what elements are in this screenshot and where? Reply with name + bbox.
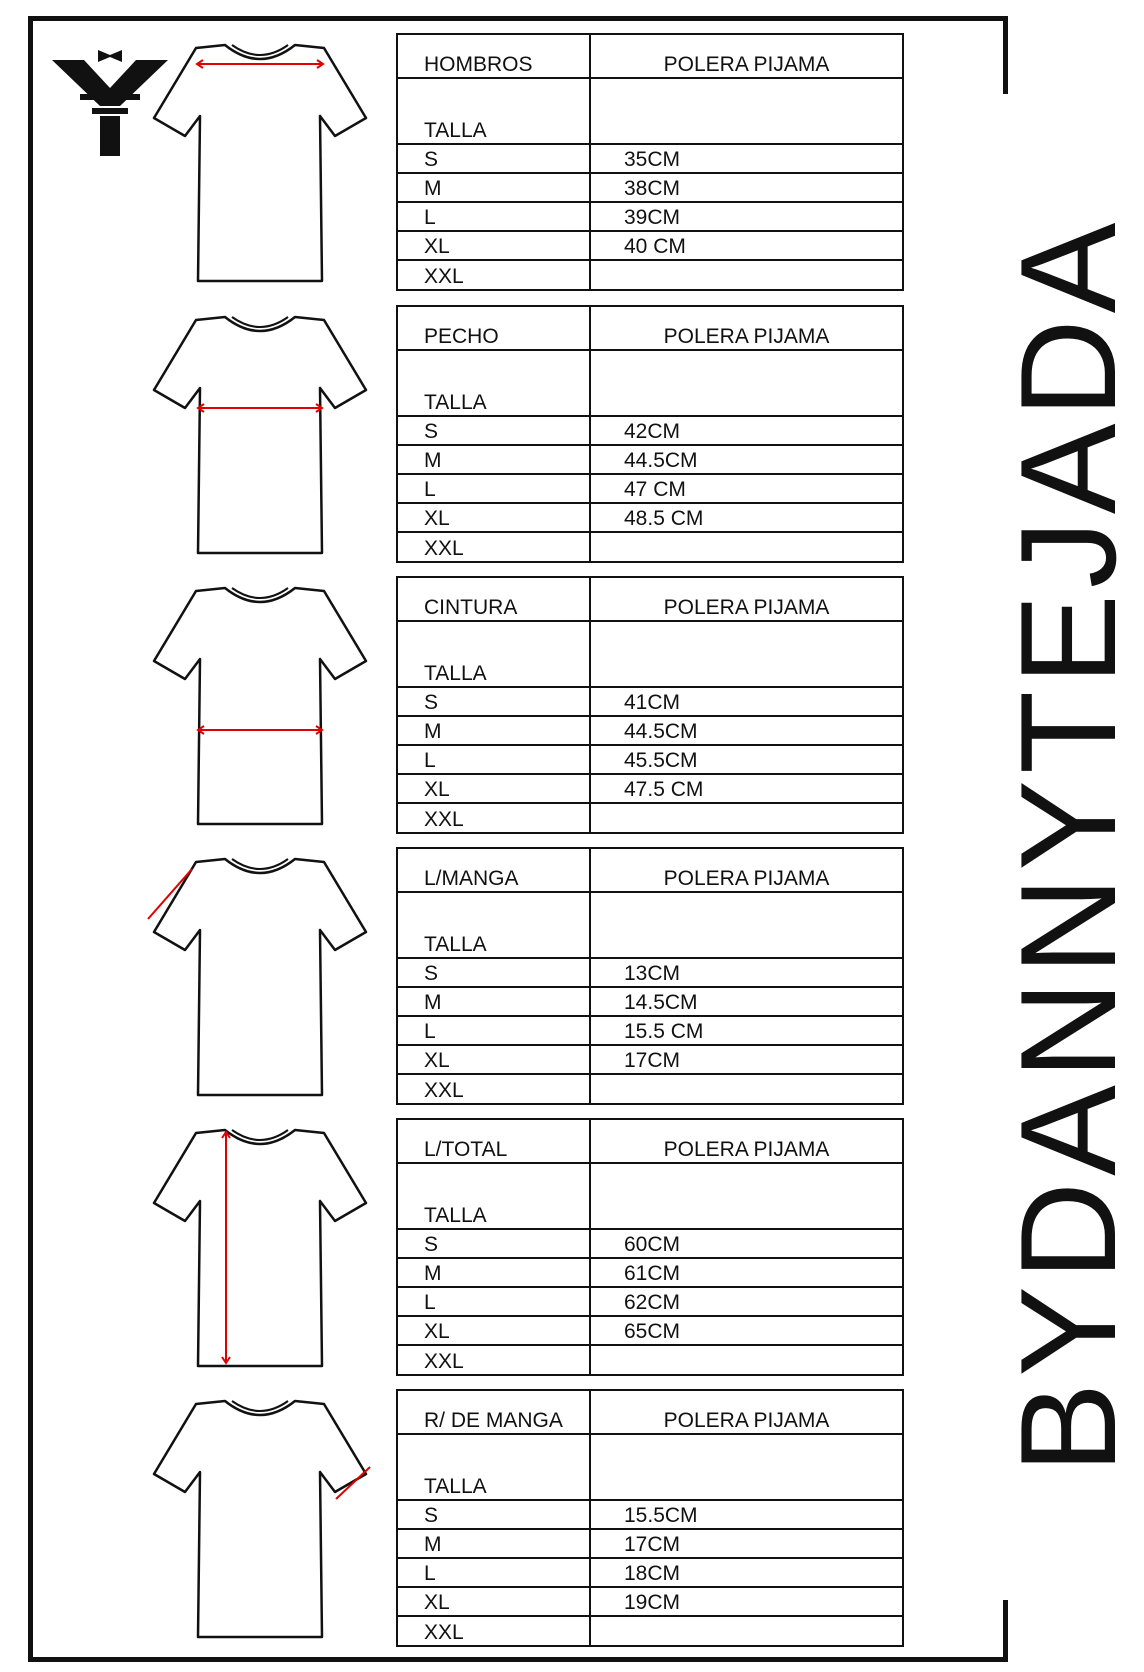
size-table-l-total [396,1118,904,1376]
value-cell [590,1074,903,1104]
size-table-l-manga [396,847,904,1105]
t-shirt-icon [140,305,380,555]
size-table-pecho [396,305,904,563]
talla-label: TALLA [397,892,590,958]
value-cell: 44.5CM [590,716,903,745]
measure-section-l-manga [0,847,1090,1107]
value-cell: 44.5CM [590,445,903,474]
size-cell: M [397,716,590,745]
value-cell: 47.5 CM [590,774,903,803]
size-cell: S [397,416,590,445]
size-cell: M [397,173,590,202]
value-cell: 17CM [590,1529,903,1558]
garment-header: POLERA PIJAMA [590,577,903,621]
size-cell: XXL [397,532,590,562]
value-cell: 60CM [590,1229,903,1258]
size-cell: M [397,1258,590,1287]
value-cell: 17CM [590,1045,903,1074]
measure-section-pecho [0,305,1090,565]
value-cell: 40 CM [590,231,903,260]
garment-header: POLERA PIJAMA [590,1119,903,1163]
t-shirt-icon [140,1389,380,1639]
garment-header: POLERA PIJAMA [590,1390,903,1434]
size-cell: XL [397,774,590,803]
measure-section-cintura [0,576,1090,836]
value-cell: 41CM [590,687,903,716]
size-cell: M [397,987,590,1016]
size-cell: XL [397,503,590,532]
value-cell [590,260,903,290]
measure-header: PECHO [397,306,590,350]
size-table-r-de-manga [396,1389,904,1647]
talla-label: TALLA [397,1163,590,1229]
value-cell: 61CM [590,1258,903,1287]
measure-header: CINTURA [397,577,590,621]
talla-label: TALLA [397,78,590,144]
size-cell: XL [397,1316,590,1345]
garment-header: POLERA PIJAMA [590,306,903,350]
size-cell: L [397,1558,590,1587]
size-cell: XXL [397,1345,590,1375]
size-table-cintura [396,576,904,834]
size-cell: XL [397,231,590,260]
value-cell: 19CM [590,1587,903,1616]
value-cell: 15.5CM [590,1500,903,1529]
value-cell: 14.5CM [590,987,903,1016]
size-cell: L [397,1016,590,1045]
value-cell: 35CM [590,144,903,173]
measure-section-r-de-manga [0,1389,1090,1649]
value-cell: 48.5 CM [590,503,903,532]
size-table-hombros [396,33,904,291]
t-shirt-icon [140,33,380,283]
size-cell: S [397,144,590,173]
garment-header: POLERA PIJAMA [590,848,903,892]
t-shirt-icon [140,847,380,1097]
measure-header: L/TOTAL [397,1119,590,1163]
value-cell [590,803,903,833]
measure-header: R/ DE MANGA [397,1390,590,1434]
value-cell: 18CM [590,1558,903,1587]
measure-section-l-total [0,1118,1090,1378]
garment-header: POLERA PIJAMA [590,34,903,78]
value-cell: 47 CM [590,474,903,503]
talla-label: TALLA [397,350,590,416]
size-cell: M [397,1529,590,1558]
value-cell: 15.5 CM [590,1016,903,1045]
t-shirt-icon [140,576,380,826]
value-cell: 39CM [590,202,903,231]
value-cell: 65CM [590,1316,903,1345]
size-cell: L [397,1287,590,1316]
value-cell: 42CM [590,416,903,445]
size-cell: L [397,474,590,503]
size-cell: L [397,745,590,774]
size-cell: M [397,445,590,474]
talla-label: TALLA [397,621,590,687]
brand-wordmark: BYDANNYTEJADA [992,216,1144,1474]
size-cell: S [397,687,590,716]
talla-label: TALLA [397,1434,590,1500]
size-cell: L [397,202,590,231]
value-cell: 13CM [590,958,903,987]
size-cell: XXL [397,260,590,290]
value-cell: 45.5CM [590,745,903,774]
size-cell: XXL [397,1074,590,1104]
value-cell [590,532,903,562]
size-cell: XL [397,1587,590,1616]
t-shirt-icon [140,1118,380,1368]
measure-header: HOMBROS [397,34,590,78]
value-cell: 62CM [590,1287,903,1316]
size-cell: XXL [397,803,590,833]
size-cell: S [397,1229,590,1258]
value-cell [590,1345,903,1375]
value-cell: 38CM [590,173,903,202]
size-cell: S [397,958,590,987]
measure-section-hombros [0,33,1090,293]
measure-header: L/MANGA [397,848,590,892]
size-cell: S [397,1500,590,1529]
value-cell [590,1616,903,1646]
size-cell: XXL [397,1616,590,1646]
size-cell: XL [397,1045,590,1074]
